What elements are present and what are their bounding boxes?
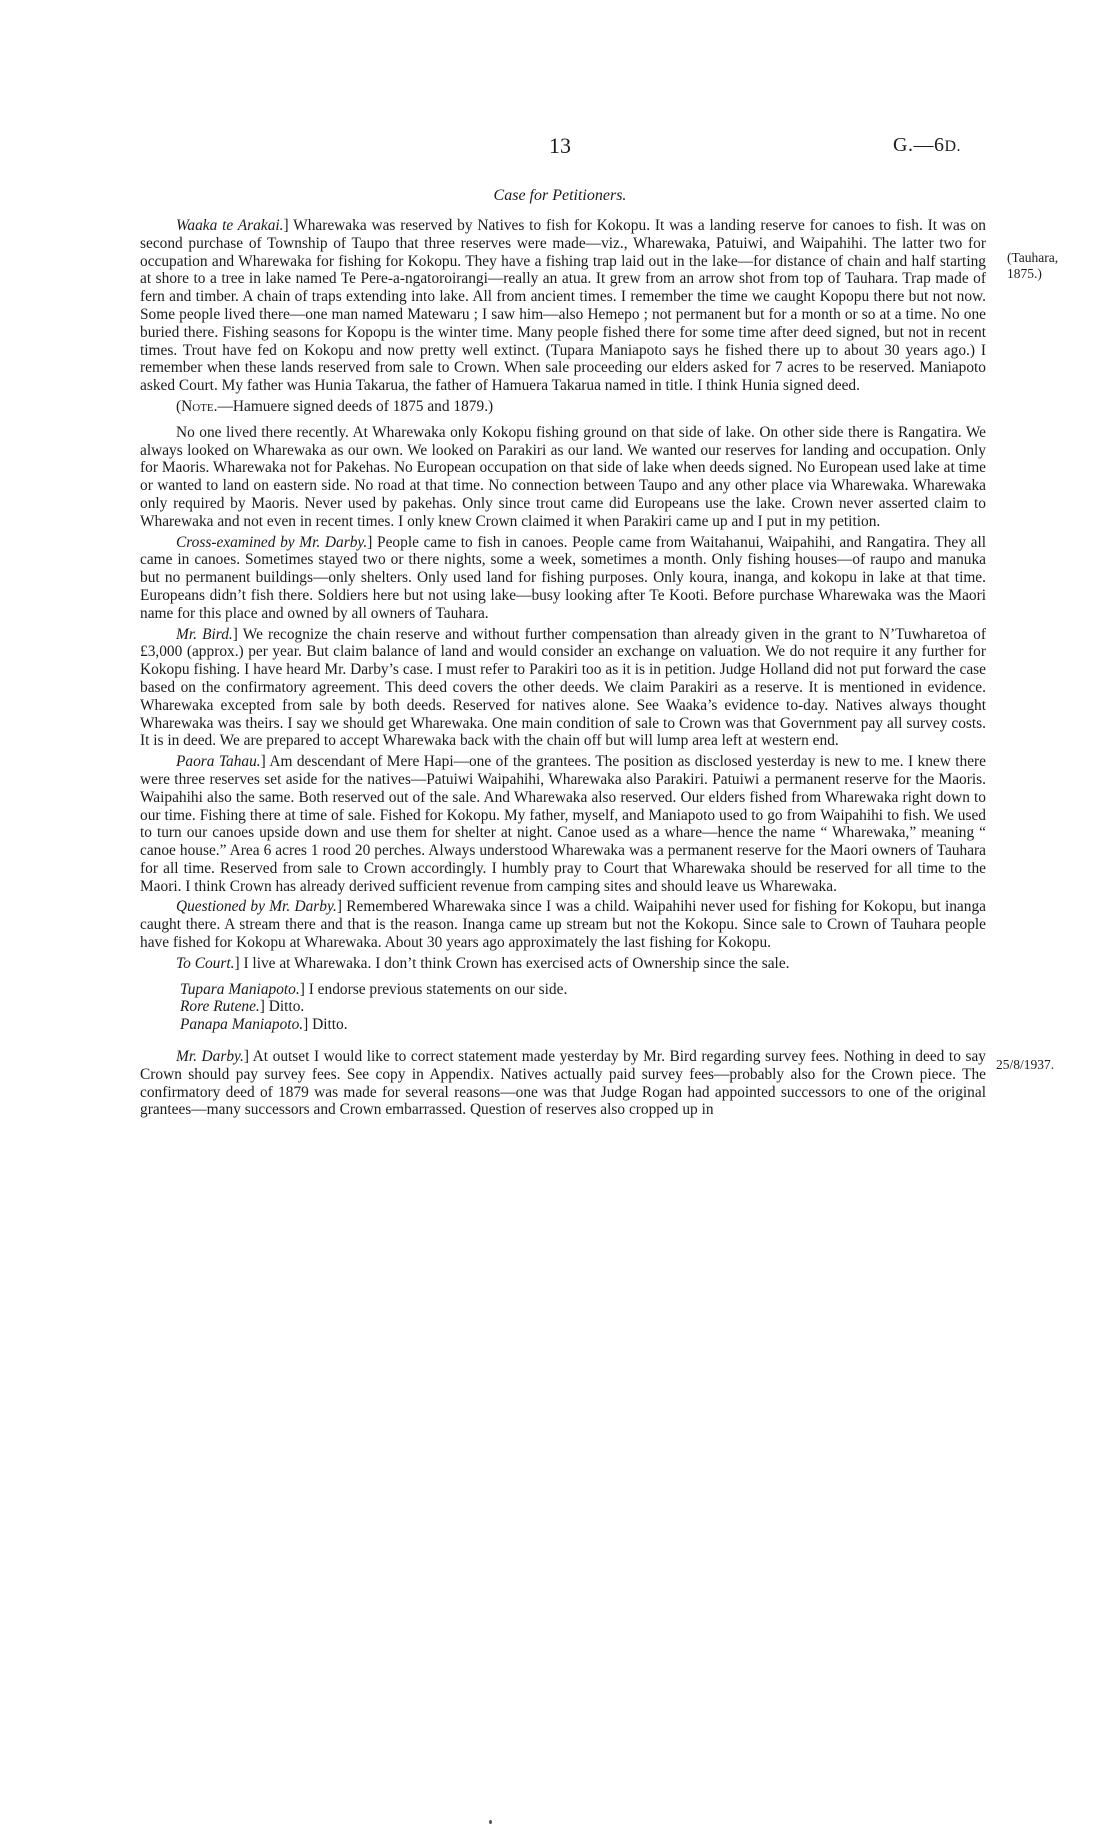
paragraph-text: ] People came to fish in canoes. People came from Waitahanui, Waipahihi, and Rangatira. They all came in canoes. Sometimes stayed two or there nights, some a week, sometimes a month. Only fishing houses—of raupo and manuka but no permanent buildings—only shelters. Only used land for fishing purposes. Only koura, inanga, and kokopu in lake at that time. Europeans didn’t fish there. Soldiers here but not using lake—busy looking after Te Kooti. Before purchase Wharewaka was the Maori name for this place and owned by all owners of Tauhara. <box>140 533 987 622</box>
paragraph-paora-tahau <box>140 753 986 895</box>
margin-note-tauhara <box>1007 250 1058 282</box>
paragraph-questioned-by-darby <box>140 898 986 951</box>
margin-note-line: 1875.) <box>1007 266 1042 281</box>
paragraph-text: ] At outset I would like to correct statement made yesterday by Mr. Bird regarding survey fees. Nothing in deed to say Crown should pay survey fees. See copy in Appendix. Natives actually paid survey fees—probably also for the Crown piece. The confirmatory deed of 1879 was made for several reasons—one was that Judge Rogan had appointed successors to one of the original grantees—many successors and Crown embarrassed. Question of reserves also cropped up in <box>140 1048 986 1119</box>
endorsement-text: ] Ditto. <box>303 1016 348 1034</box>
page-number: 13 <box>549 133 571 158</box>
paragraph-text: ] We recognize the chain reserve and without further compensation than already given in the grant to N’Tuwharetoa of £3,000 (approx.) per year. But claim balance of land and would consider an exchange on valuation. We do not require it any further for Kokopu fishing. I have heard Mr. Darby’s case. I must refer to Parakiri too as it is in petition. Judge Holland did not put forward the case based on the confirmatory agreement. This deed covers the other deeds. We claim Parakiri as a reserve. It is mentioned in evidence. Wharewaka excepted from sale by both deeds. Reserved for natives alone. See Waaka’s evidence to-day. Natives always thought Wharewaka was theirs. I say we should get Wharewaka. One main condition of sale to Crown was that Government pay all survey costs. It is in deed. We are prepared to accept Wharewaka back with the chain off but will lump area left at western end. <box>140 625 987 750</box>
endorser-name: Tupara Maniapoto. <box>180 980 300 998</box>
paragraph-text: ] Wharewaka was reserved by Natives to fish for Kokopu. It was a landing reserve for canoes to fish. It was on second purchase of Township of Taupo that three reserves were made—viz., Wharewaka, Patuiwi, and Waipahihi. The latter two for occupation and Wharewaka for fishing for Kokopu. They have a fishing trap laid out in the lake—for distance of chain and half starting at shore to a tree in lake named Te Pere-a-ngatoroirangi—really an atua. It grew from an arrow shot from top of Tauhara. Trap made of fern and timber. A chain of traps extending into lake. All from ancient times. I remember the time we caught Kopopu there but not now. Some people lived there—one man named Matewaru ; I saw him—also Hemepo ; not permanent but for a month or so at a time. No one buried there. Fishing seasons for Kopopu is the winter time. Many people fished there for some time after deed signed, but not in recent times. Trout have fed on Kokopu and now pretty well extinct. (Tupara Maniapoto says he fished there up to about 30 years ago.) I remember when these lands reserved from sale to Crown. When sale proceeding our elders asked for 7 acres to be reserved. Maniapoto asked Court. My father was Hunia Takarua, the father of Hamuera Takarua named in title. I think Hunia signed deed. <box>140 217 986 395</box>
paragraph-mr-darby <box>140 1048 986 1119</box>
paragraph-text: ] Am descendant of Mere Hapi—one of the grantees. The position as disclosed yesterday is new to me. I knew there were three reserves set aside for the natives—Patuiwi Waipahihi, Wharewaka also Parakiri. Patuiwi a permanent reserve for the Maoris. Waipahihi also the same. Both reserved out of the sale. And Wharewaka also reserved. Our elders fished from Wharewaka right down to our time. Fishing there at time of sale. Fished for Kokopu. My father, myself, and Maniapoto used to go from Waipahihi to fish. We used to turn our canoes upside down and use them for shelter at night. Canoe used as a whare—hence the name “ Wharewaka,” meaning “ canoe house.” Area 6 acres 1 rood 20 perches. Always understood Wharewaka was a permanent reserve for the Maori owners of Tauhara for all time. Reserved from sale to Crown accordingly. I humbly pray to Court that Wharewaka should be reserved for all time to the Maori. I think Crown has already derived sufficient revenue from camping sites and should leave us Wharewaka. <box>140 753 986 895</box>
section-title: Case for Petitioners. <box>493 187 627 204</box>
speaker-name: Mr. Darby. <box>176 1048 244 1066</box>
speaker-name: Waaka te Arakai. <box>176 217 284 234</box>
paragraph-waaka-evidence <box>140 217 986 395</box>
body-text <box>140 217 986 1122</box>
paragraph-mr-bird <box>140 626 986 751</box>
speaker-name: Cross-examined by Mr. Darby. <box>176 533 368 551</box>
note-text: .—Hamuere signed deeds of 1875 and 1879.) <box>213 397 494 415</box>
margin-note-date: 25/8/1937. <box>996 1057 1055 1072</box>
paragraph-text: ] I live at Wharewaka. I don’t think Crown has exercised acts of Ownership since the sale. <box>234 954 790 972</box>
endorsement-text: ] I endorse previous statements on our side. <box>299 980 568 998</box>
speaker-name: To Court. <box>176 954 235 972</box>
print-speck <box>489 1820 492 1824</box>
endorser-name: Rore Rutene. <box>180 998 260 1016</box>
speaker-name: Paora Tahau. <box>176 753 261 771</box>
paragraph-continued-evidence <box>140 424 986 531</box>
margin-note-line: (Tauhara, <box>1007 250 1059 265</box>
paragraph-text: No one lived there recently. At Wharewaka only Kokopu fishing ground on that side of lake. On other side there is Rangatira. We always looked on Wharewaka as our own. We looked on Parakiri as our land. We wanted our reserves for landing and occupation. Only for Maoris. Wharewaka not for Pakehas. No European occupation on that side of lake when deeds signed. No European used lake at time or wanted to land on eastern side. No road at that time. No connection between Taupo and any other place via Wharewaka. Wharewaka only required by Maoris. Never used by pakehas. Only since trout came did Europeans use the lake. Crown never asserted claim to Wharewaka and not even in recent times. I only knew Crown claimed it when Parakiri came up and I put in my petition. <box>140 423 986 530</box>
endorsement-item <box>180 1016 986 1034</box>
paragraph-to-court <box>140 955 986 973</box>
speaker-name: Questioned by Mr. Darby. <box>176 898 337 916</box>
endorsement-list <box>180 981 986 1034</box>
note-label: Note <box>181 397 214 415</box>
endorsement-item <box>180 981 986 999</box>
endorsement-item <box>180 998 986 1016</box>
document-reference <box>893 134 961 157</box>
endorser-name: Panapa Maniapoto. <box>180 1016 304 1034</box>
paragraph-note: (Note.—Hamuere signed deeds of 1875 and 1879.) <box>176 397 494 415</box>
document-reference-prefix: G.—6 <box>893 134 945 156</box>
speaker-name: Mr. Bird. <box>176 625 233 643</box>
endorsement-text: ] Ditto. <box>259 998 305 1016</box>
paragraph-cross-examination <box>140 534 986 623</box>
document-reference-suffix: D. <box>944 138 962 155</box>
paragraph-text: ] Remembered Wharewaka since I was a child. Waipahihi never used for fishing for Kokopu, but inanga caught there. A stream there and that is the reason. Inanga came up stream but not the Kokopu. Since sale to Crown of Tauhara people have fished for Kokopu at Wharewaka. About 30 years ago approximately the last fishing for Kokopu. <box>140 898 986 952</box>
